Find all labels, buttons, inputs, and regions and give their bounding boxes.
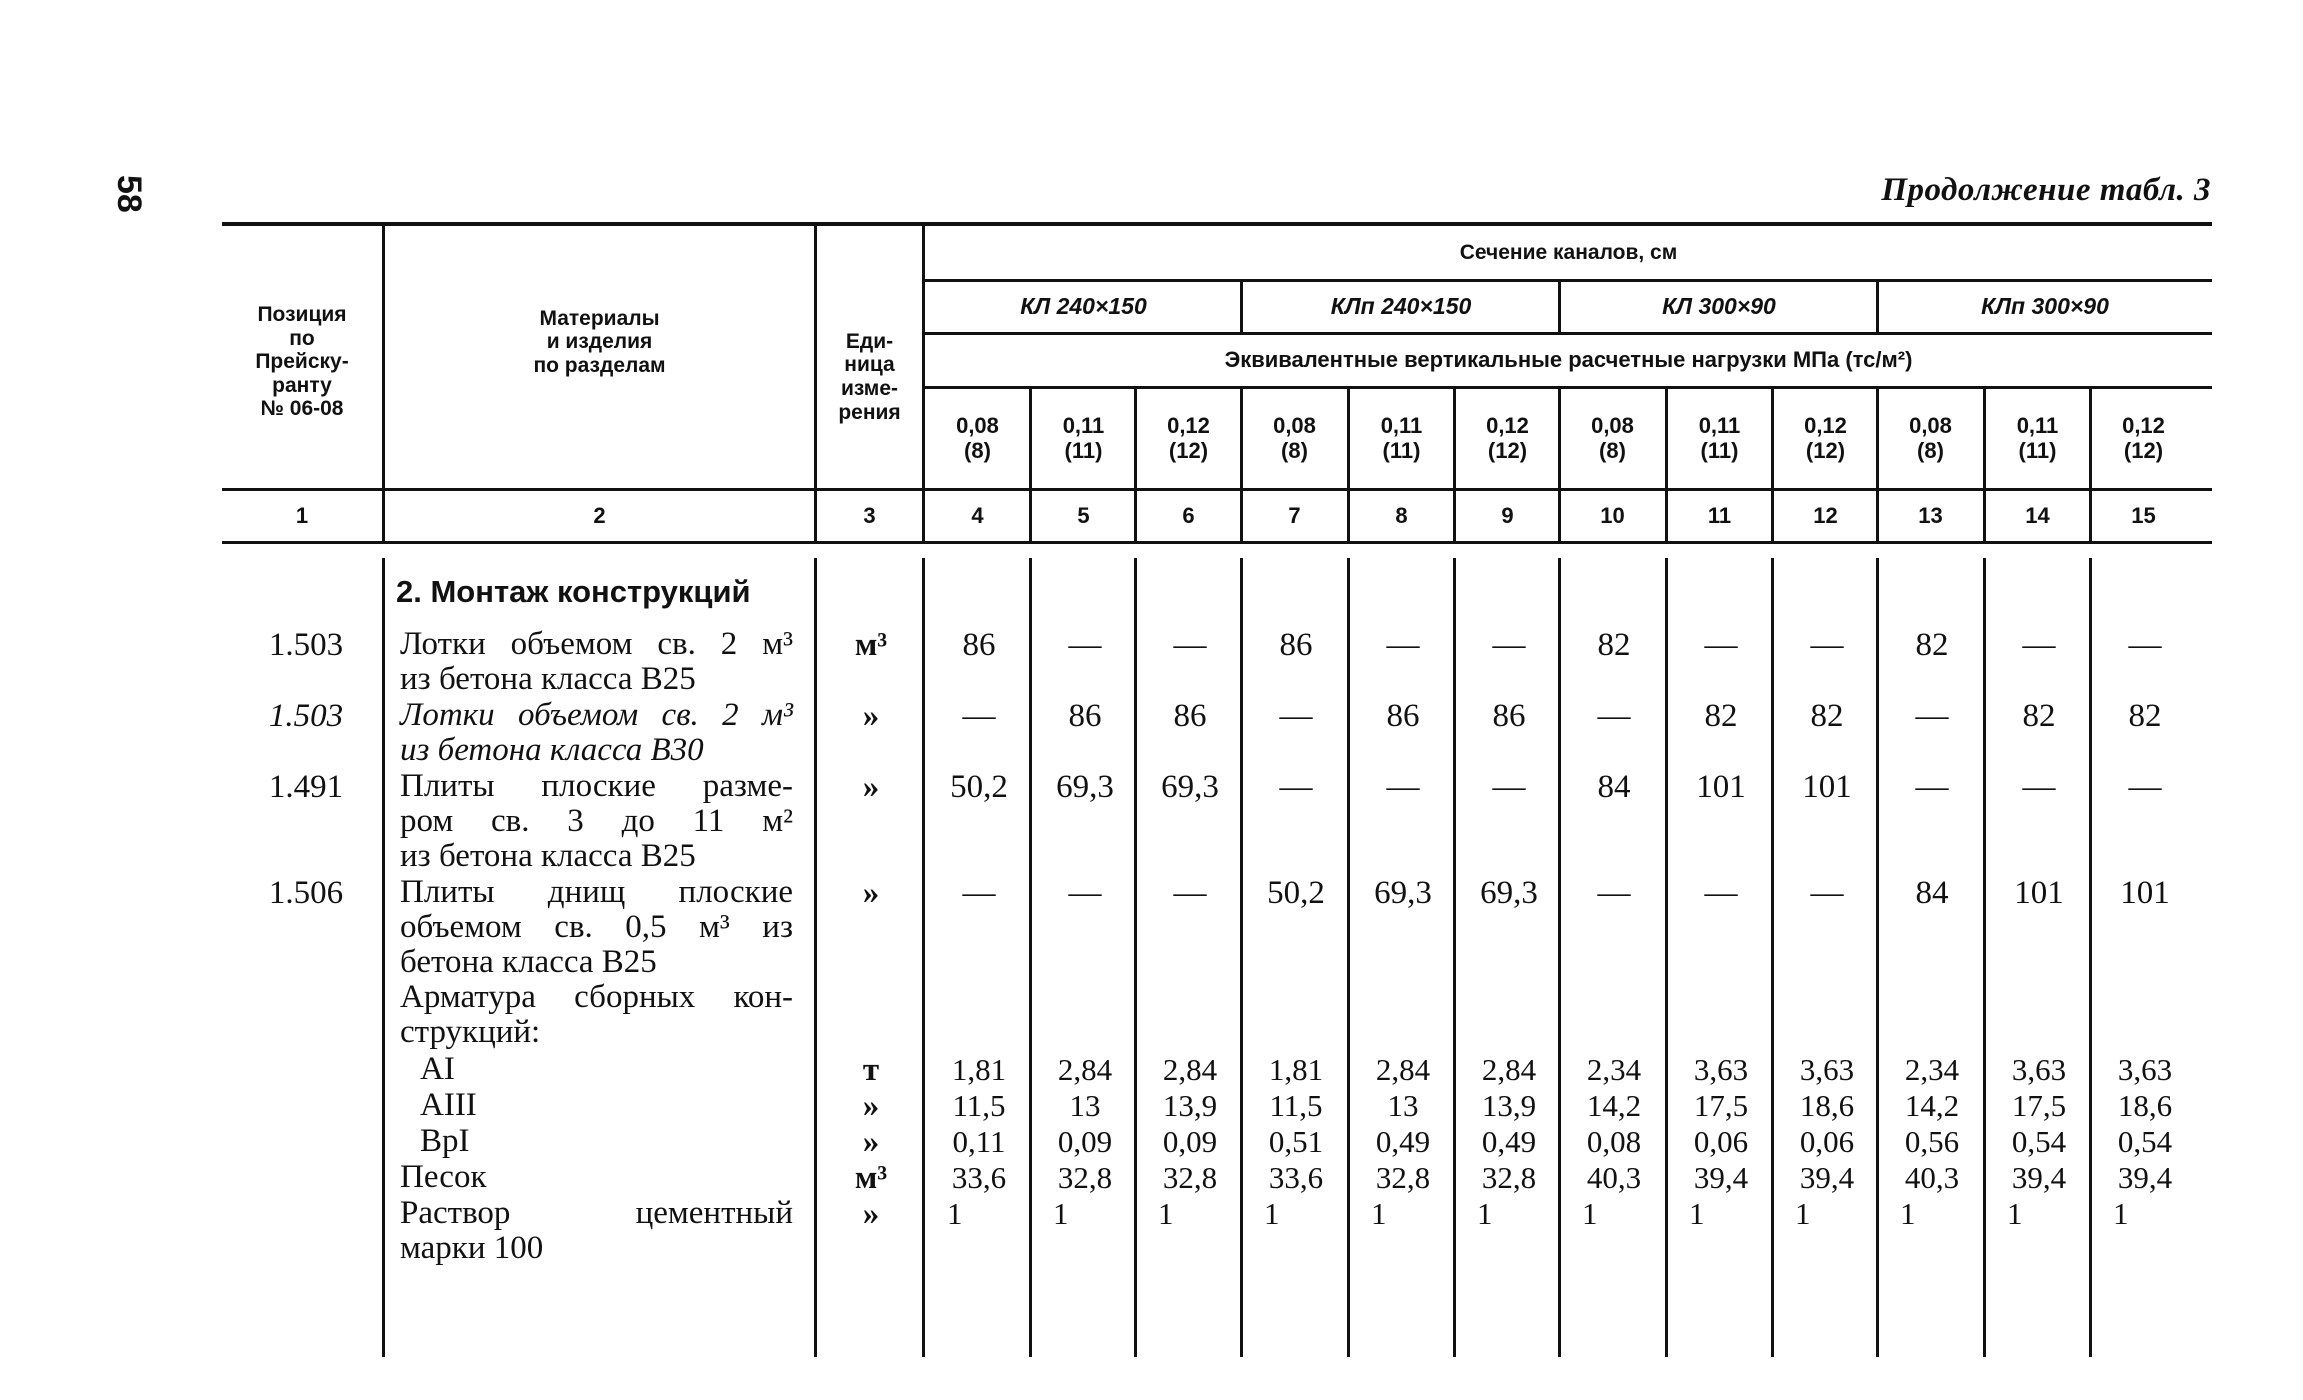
row-value: 1 bbox=[1053, 1196, 1069, 1231]
row-value: 0,49 bbox=[1481, 1124, 1537, 1159]
row-value: 13 bbox=[1069, 1088, 1101, 1123]
row-material-line: объемом св. 0,5 м³ из bbox=[400, 909, 793, 945]
row-value: 11,5 bbox=[1269, 1088, 1323, 1123]
row-value: 1 bbox=[1264, 1196, 1280, 1231]
row-value: 0,08 bbox=[1586, 1124, 1642, 1159]
table-caption: Продолжение табл. 3 bbox=[1881, 172, 2211, 208]
row-material-line: марки 100 bbox=[400, 1230, 544, 1266]
row-value: 101 bbox=[2120, 875, 2170, 911]
row-value: 0,06 bbox=[1799, 1124, 1855, 1159]
row-value: 2,84 bbox=[1162, 1052, 1218, 1087]
row-value: 1,81 bbox=[951, 1052, 1007, 1087]
rule-body-column bbox=[1983, 558, 1986, 1357]
row-value: 2,84 bbox=[1057, 1052, 1113, 1087]
row-value: 0,09 bbox=[1057, 1124, 1113, 1159]
rule-body-column bbox=[1347, 558, 1350, 1357]
row-material-line: AIII bbox=[420, 1087, 477, 1123]
row-value: 2,34 bbox=[1904, 1052, 1960, 1087]
row-value: 33,6 bbox=[951, 1160, 1007, 1195]
header-unit: Еди- ница изме- рения bbox=[838, 329, 901, 424]
row-value: — bbox=[1597, 875, 1631, 911]
row-value: 3,63 bbox=[2117, 1052, 2173, 1087]
header-load-8: 0,11 (11) bbox=[1698, 412, 1741, 463]
row-value: 13,9 bbox=[1162, 1088, 1218, 1123]
row-value: 1 bbox=[2113, 1196, 2129, 1231]
header-section: Сечение каналов, см bbox=[1459, 240, 1678, 264]
row-value: 39,4 bbox=[2117, 1160, 2173, 1195]
row-value: 1 bbox=[1582, 1196, 1598, 1231]
row-value: 0,51 bbox=[1268, 1124, 1324, 1159]
row-value: 0,11 bbox=[952, 1124, 1006, 1159]
rule-body-column bbox=[1665, 558, 1668, 1357]
row-value: 1 bbox=[2007, 1196, 2023, 1231]
row-value: 82 bbox=[2022, 698, 2056, 734]
header-group-1: КЛ 240×150 bbox=[1020, 293, 1147, 320]
row-value: 86 bbox=[1173, 698, 1207, 734]
row-code: 1.503 bbox=[268, 627, 344, 663]
row-value: 1 bbox=[1371, 1196, 1387, 1231]
row-value: — bbox=[2128, 769, 2162, 805]
price-table bbox=[222, 222, 2212, 1357]
row-value: 14,2 bbox=[1904, 1088, 1960, 1123]
row-value: 17,5 bbox=[2011, 1088, 2067, 1123]
row-value: 3,63 bbox=[1693, 1052, 1749, 1087]
column-number-14: 14 bbox=[2025, 502, 2050, 528]
header-loads-title: Эквивалентные вертикальные расчетные нагрузки МПа (тс/м²) bbox=[1224, 347, 1913, 373]
row-value: — bbox=[1279, 698, 1313, 734]
column-number-11: 11 bbox=[1707, 502, 1732, 528]
row-value: 40,3 bbox=[1904, 1160, 1960, 1195]
row-value: 69,3 bbox=[1374, 875, 1432, 911]
row-value: — bbox=[962, 698, 996, 734]
row-value: 1 bbox=[1900, 1196, 1916, 1231]
row-value: 1,81 bbox=[1268, 1052, 1324, 1087]
rule-body-column bbox=[1876, 558, 1879, 1357]
row-material-line: Лотки объемом св. 2 м³ bbox=[400, 626, 793, 662]
header-load-10: 0,08 (8) bbox=[1909, 412, 1952, 463]
section-title: 2. Монтаж конструкций bbox=[396, 574, 751, 609]
row-unit: » bbox=[862, 769, 880, 805]
row-value: 32,8 bbox=[1057, 1160, 1113, 1195]
row-value: — bbox=[1597, 698, 1631, 734]
column-number-13: 13 bbox=[1918, 502, 1943, 528]
rule-body-column bbox=[814, 558, 817, 1357]
row-value: — bbox=[1068, 627, 1102, 663]
row-value: 86 bbox=[962, 627, 996, 663]
row-value: 2,84 bbox=[1481, 1052, 1537, 1087]
header-group-3: КЛ 300×90 bbox=[1662, 293, 1776, 320]
row-value: 1 bbox=[1689, 1196, 1705, 1231]
row-value: 39,4 bbox=[2011, 1160, 2067, 1195]
row-value: — bbox=[1492, 627, 1526, 663]
column-number-7: 7 bbox=[1288, 502, 1301, 528]
row-value: 0,54 bbox=[2011, 1124, 2067, 1159]
header-materials: Материалы и изделия по разделам bbox=[533, 306, 666, 377]
row-value: — bbox=[1386, 627, 1420, 663]
row-value: 101 bbox=[1802, 769, 1852, 805]
row-value: 0,49 bbox=[1375, 1124, 1431, 1159]
rule-body-column bbox=[1134, 558, 1137, 1357]
row-material-line: из бетона класса В25 bbox=[400, 661, 696, 697]
rule-colnum-bottom bbox=[222, 541, 2212, 544]
row-material-line: Раствор цементный bbox=[400, 1195, 793, 1231]
row-value: 32,8 bbox=[1481, 1160, 1537, 1195]
row-value: 18,6 bbox=[2117, 1088, 2173, 1123]
row-value: 33,6 bbox=[1268, 1160, 1324, 1195]
column-number-6: 6 bbox=[1182, 502, 1195, 528]
header-group-2: КЛп 240×150 bbox=[1330, 293, 1472, 320]
row-value: 101 bbox=[1696, 769, 1746, 805]
row-material-line: из бетона класса В30 bbox=[400, 732, 704, 768]
row-unit: » bbox=[862, 698, 880, 734]
rule-body-column bbox=[2089, 558, 2092, 1357]
row-value: — bbox=[2128, 627, 2162, 663]
row-value: — bbox=[1492, 769, 1526, 805]
column-number-1: 1 bbox=[295, 502, 309, 528]
row-value: — bbox=[962, 875, 996, 911]
row-value: 101 bbox=[2014, 875, 2064, 911]
row-material-line: Плиты днищ плоские bbox=[400, 874, 793, 910]
row-value: 86 bbox=[1068, 698, 1102, 734]
row-value: — bbox=[1173, 627, 1207, 663]
row-value: 11,5 bbox=[952, 1088, 1006, 1123]
row-value: 14,2 bbox=[1586, 1088, 1642, 1123]
row-value: 2,84 bbox=[1375, 1052, 1431, 1087]
row-material-line: Арматура сборных кон- bbox=[400, 979, 793, 1015]
row-value: 39,4 bbox=[1799, 1160, 1855, 1195]
row-value: 86 bbox=[1279, 627, 1313, 663]
header-load-5: 0,11 (11) bbox=[1380, 412, 1423, 463]
rule-body-column bbox=[1029, 558, 1032, 1357]
row-value: 82 bbox=[1704, 698, 1738, 734]
row-value: 82 bbox=[1597, 627, 1631, 663]
column-number-4: 4 bbox=[971, 502, 984, 528]
row-value: 84 bbox=[1915, 875, 1949, 911]
header-load-11: 0,11 (11) bbox=[2016, 412, 2059, 463]
row-value: 32,8 bbox=[1162, 1160, 1218, 1195]
rule-body-column bbox=[1558, 558, 1561, 1357]
row-unit: м³ bbox=[854, 1160, 888, 1196]
row-value: 0,54 bbox=[2117, 1124, 2173, 1159]
header-load-1: 0,08 (8) bbox=[956, 412, 999, 463]
row-value: 1 bbox=[1158, 1196, 1174, 1231]
row-value: 1 bbox=[1795, 1196, 1811, 1231]
row-material-line: AI bbox=[420, 1051, 455, 1087]
row-material-line: BpI bbox=[420, 1123, 470, 1159]
row-value: 84 bbox=[1597, 769, 1631, 805]
row-material-line: из бетона класса В25 bbox=[400, 838, 696, 874]
row-unit: » bbox=[862, 875, 880, 911]
row-unit: » bbox=[862, 1196, 880, 1232]
row-material-line: Лотки объемом св. 2 м³ bbox=[400, 697, 793, 733]
row-code: 1.506 bbox=[268, 875, 344, 911]
row-material-line: ром св. 3 до 11 м² bbox=[400, 803, 793, 839]
rule-body-column bbox=[382, 558, 385, 1357]
rule-body-column bbox=[1240, 558, 1243, 1357]
row-code: 1.503 bbox=[268, 698, 344, 734]
row-value: 0,09 bbox=[1162, 1124, 1218, 1159]
header-load-9: 0,12 (12) bbox=[1804, 412, 1847, 463]
row-value: 0,06 bbox=[1693, 1124, 1749, 1159]
row-value: 2,34 bbox=[1586, 1052, 1642, 1087]
row-value: 50,2 bbox=[1267, 875, 1325, 911]
row-value: — bbox=[1704, 627, 1738, 663]
header-load-12: 0,12 (12) bbox=[2122, 412, 2165, 463]
header-position: Позиция по Прейску- ранту № 06-08 bbox=[255, 303, 349, 421]
row-value: 86 bbox=[1492, 698, 1526, 734]
row-unit: м³ bbox=[854, 627, 888, 663]
row-value: — bbox=[1915, 769, 1949, 805]
row-value: 86 bbox=[1386, 698, 1420, 734]
header-load-4: 0,08 (8) bbox=[1273, 412, 1316, 463]
row-value: — bbox=[1810, 875, 1844, 911]
row-material-line: струкций: bbox=[400, 1014, 541, 1050]
row-value: — bbox=[1810, 627, 1844, 663]
row-value: 69,3 bbox=[1161, 769, 1219, 805]
rule-body-column bbox=[1771, 558, 1774, 1357]
row-value: 82 bbox=[2128, 698, 2162, 734]
row-value: — bbox=[1173, 875, 1207, 911]
row-value: 3,63 bbox=[2011, 1052, 2067, 1087]
column-number-12: 12 bbox=[1813, 502, 1838, 528]
row-value: — bbox=[1279, 769, 1313, 805]
header-load-3: 0,12 (12) bbox=[1167, 412, 1210, 463]
row-value: 50,2 bbox=[950, 769, 1008, 805]
column-number-2: 2 bbox=[593, 502, 606, 528]
row-value: 0,56 bbox=[1904, 1124, 1960, 1159]
row-unit: » bbox=[862, 1088, 880, 1124]
row-material-line: Плиты плоские разме- bbox=[400, 768, 793, 804]
row-value: 40,3 bbox=[1586, 1160, 1642, 1195]
column-number-10: 10 bbox=[1600, 502, 1625, 528]
row-value: 69,3 bbox=[1056, 769, 1114, 805]
row-value: — bbox=[2022, 769, 2056, 805]
rule-body-column bbox=[922, 558, 925, 1357]
row-value: — bbox=[1704, 875, 1738, 911]
column-number-3: 3 bbox=[863, 502, 876, 528]
page-number: 58 bbox=[110, 175, 148, 213]
rule-body-column bbox=[1453, 558, 1456, 1357]
row-value: 17,5 bbox=[1693, 1088, 1749, 1123]
row-material-line: Песок bbox=[400, 1159, 487, 1195]
row-code: 1.491 bbox=[268, 769, 344, 805]
row-value: 18,6 bbox=[1799, 1088, 1855, 1123]
column-number-8: 8 bbox=[1395, 502, 1408, 528]
row-value: — bbox=[2022, 627, 2056, 663]
header-load-7: 0,08 (8) bbox=[1591, 412, 1634, 463]
column-number-15: 15 bbox=[2131, 502, 2156, 528]
row-value: — bbox=[1386, 769, 1420, 805]
header-group-4: КЛп 300×90 bbox=[1981, 293, 2109, 320]
header-load-6: 0,12 (12) bbox=[1486, 412, 1529, 463]
row-value: 82 bbox=[1810, 698, 1844, 734]
row-value: 82 bbox=[1915, 627, 1949, 663]
header-load-2: 0,11 (11) bbox=[1062, 412, 1105, 463]
row-value: 3,63 bbox=[1799, 1052, 1855, 1087]
column-number-9: 9 bbox=[1501, 502, 1514, 528]
row-value: 13 bbox=[1387, 1088, 1419, 1123]
column-number-5: 5 bbox=[1077, 502, 1090, 528]
row-value: — bbox=[1915, 698, 1949, 734]
row-value: 39,4 bbox=[1693, 1160, 1749, 1195]
row-value: 1 bbox=[1477, 1196, 1493, 1231]
row-value: 69,3 bbox=[1480, 875, 1538, 911]
row-value: 32,8 bbox=[1375, 1160, 1431, 1195]
row-value: 1 bbox=[947, 1196, 963, 1231]
row-value: — bbox=[1068, 875, 1102, 911]
row-material-line: бетона класса В25 bbox=[400, 944, 657, 980]
row-unit: » bbox=[862, 1124, 880, 1160]
row-value: 13,9 bbox=[1481, 1088, 1537, 1123]
row-unit: т bbox=[862, 1052, 880, 1088]
